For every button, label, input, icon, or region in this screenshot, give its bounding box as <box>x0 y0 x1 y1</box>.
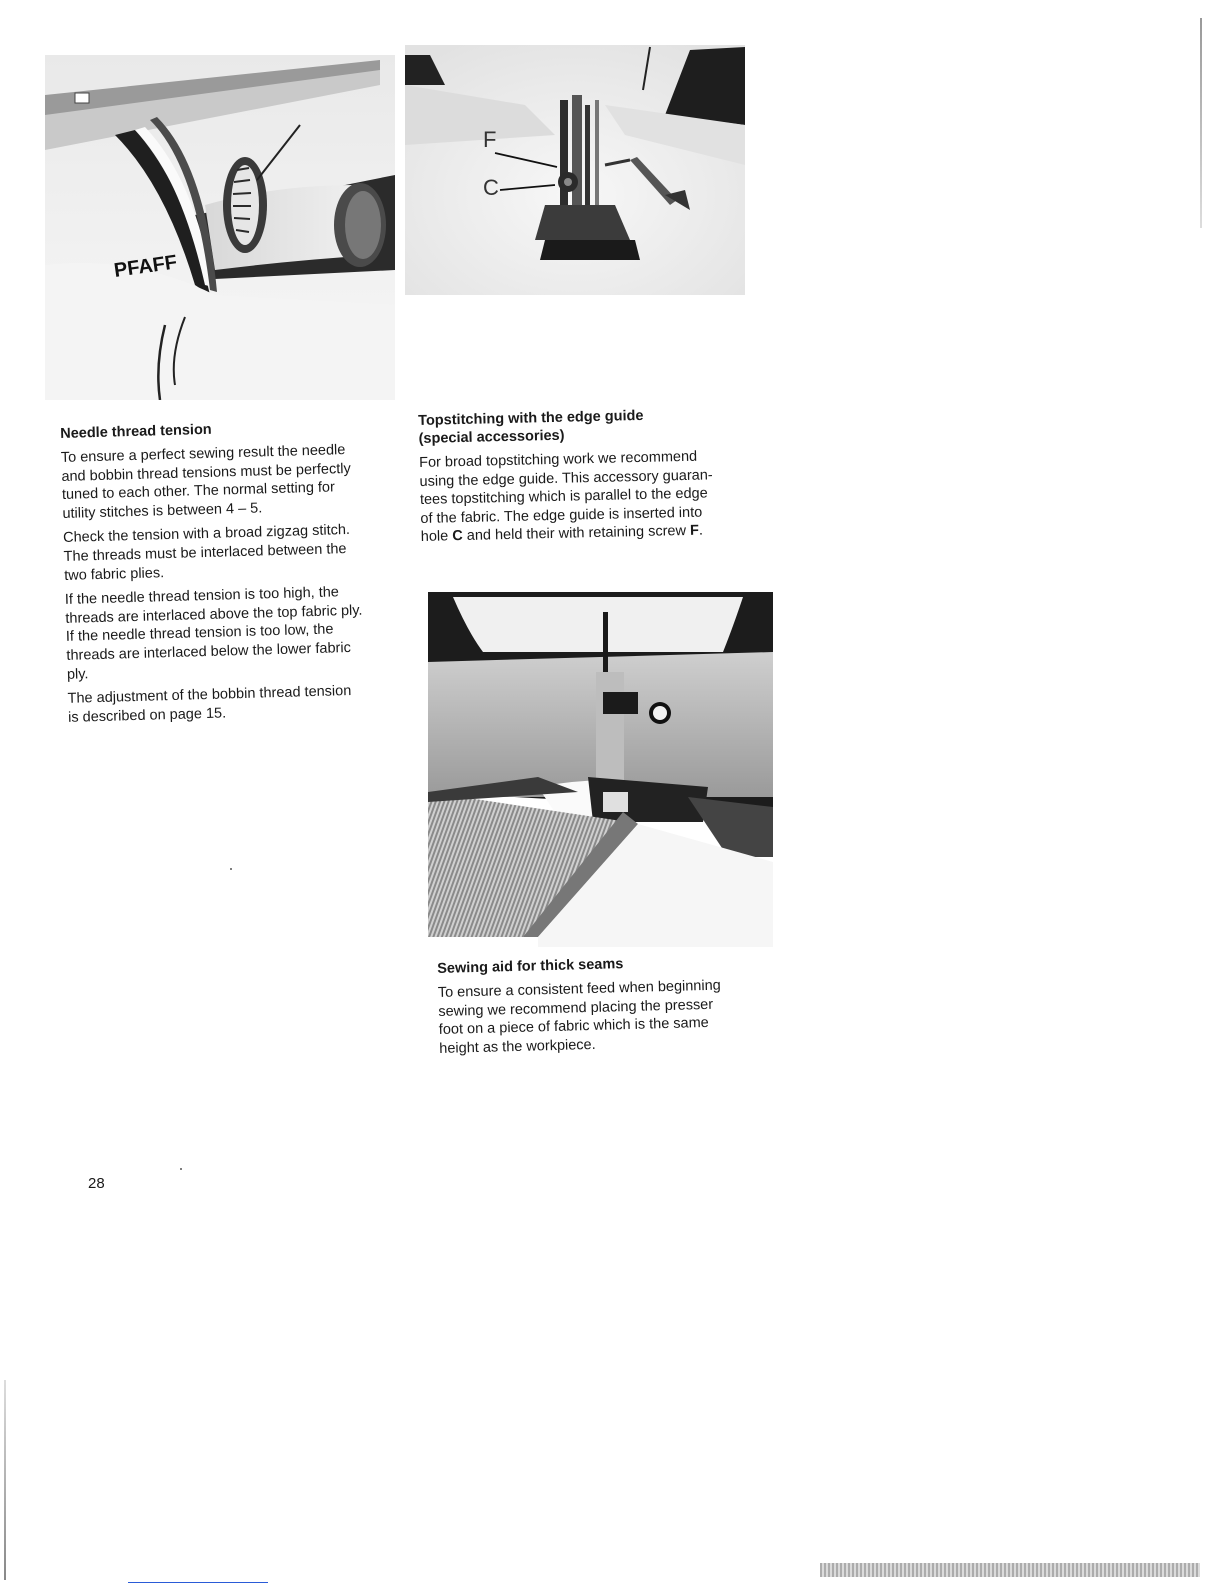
topstitching-paragraph <box>419 446 766 547</box>
pfaff-brand-label: PFAFF <box>112 251 179 282</box>
screw-f-label: F <box>689 523 700 540</box>
tension-paragraph-2: Check the tension with a broad zigzag stitch. The threads must be interlaced between the two fabric plies. <box>62 522 351 584</box>
scan-edge-left <box>4 1380 6 1580</box>
label-f: F <box>483 127 497 152</box>
topstitching-heading-line2: (special accessories) <box>418 427 565 447</box>
scan-speck <box>180 1168 182 1170</box>
scan-speck <box>230 868 232 870</box>
thick-seams-paragraph: To ensure a consistent feed when beginning sewing we recommend placing the presser foot on a piece of fabric which is the same height as the workpiece. <box>437 977 721 1057</box>
topstitching-heading-line1: Topstitching with the edge guide <box>418 407 644 429</box>
page-number: 28 <box>88 1175 105 1192</box>
edge-guide-illustration <box>405 45 745 295</box>
tension-dial-illustration <box>45 55 395 400</box>
thick-seams-section <box>437 951 785 1064</box>
tension-paragraph-1: To ensure a perfect sewing result the needle and bobbin thread tensions must be perfectly tuned to each other. The normal setting for utility stitches is between 4 – 5. <box>60 442 351 522</box>
topstitching-section <box>418 404 766 553</box>
topstitching-text-end: . <box>698 522 704 540</box>
edge-guide-photo <box>405 45 745 295</box>
tension-paragraph-3: If the needle thread tension is too high, the threads are interlaced above the top fabric ply. If the needle thread tension is too low, the threads are interlaced below the lower fabric ply. <box>64 584 363 683</box>
label-c: C <box>483 175 499 200</box>
link-underline <box>128 1582 268 1583</box>
thick-seams-illustration <box>428 592 773 947</box>
topstitching-text-start: For broad topstitching work we recommend using the edge guide. This accessory guaran- tees topstitching which is parallel to the edge of the fabric. The edge guide is inserted into hole <box>418 448 713 546</box>
needle-thread-tension-heading: Needle thread tension <box>60 421 212 442</box>
tension-paragraph-4: The adjustment of the bobbin thread tension is described on page 15. <box>67 683 352 726</box>
tension-dial-photo <box>45 55 395 400</box>
thick-seams-heading: Sewing aid for thick seams <box>437 956 624 977</box>
scan-edge-bottom <box>820 1563 1200 1577</box>
scan-edge-right <box>1200 18 1202 228</box>
topstitching-heading <box>418 404 764 448</box>
hole-c-label: C <box>452 528 463 545</box>
topstitching-text-middle: and held their with retaining screw <box>462 523 691 545</box>
needle-thread-tension-section <box>60 415 413 733</box>
thick-seams-photo <box>428 592 773 947</box>
